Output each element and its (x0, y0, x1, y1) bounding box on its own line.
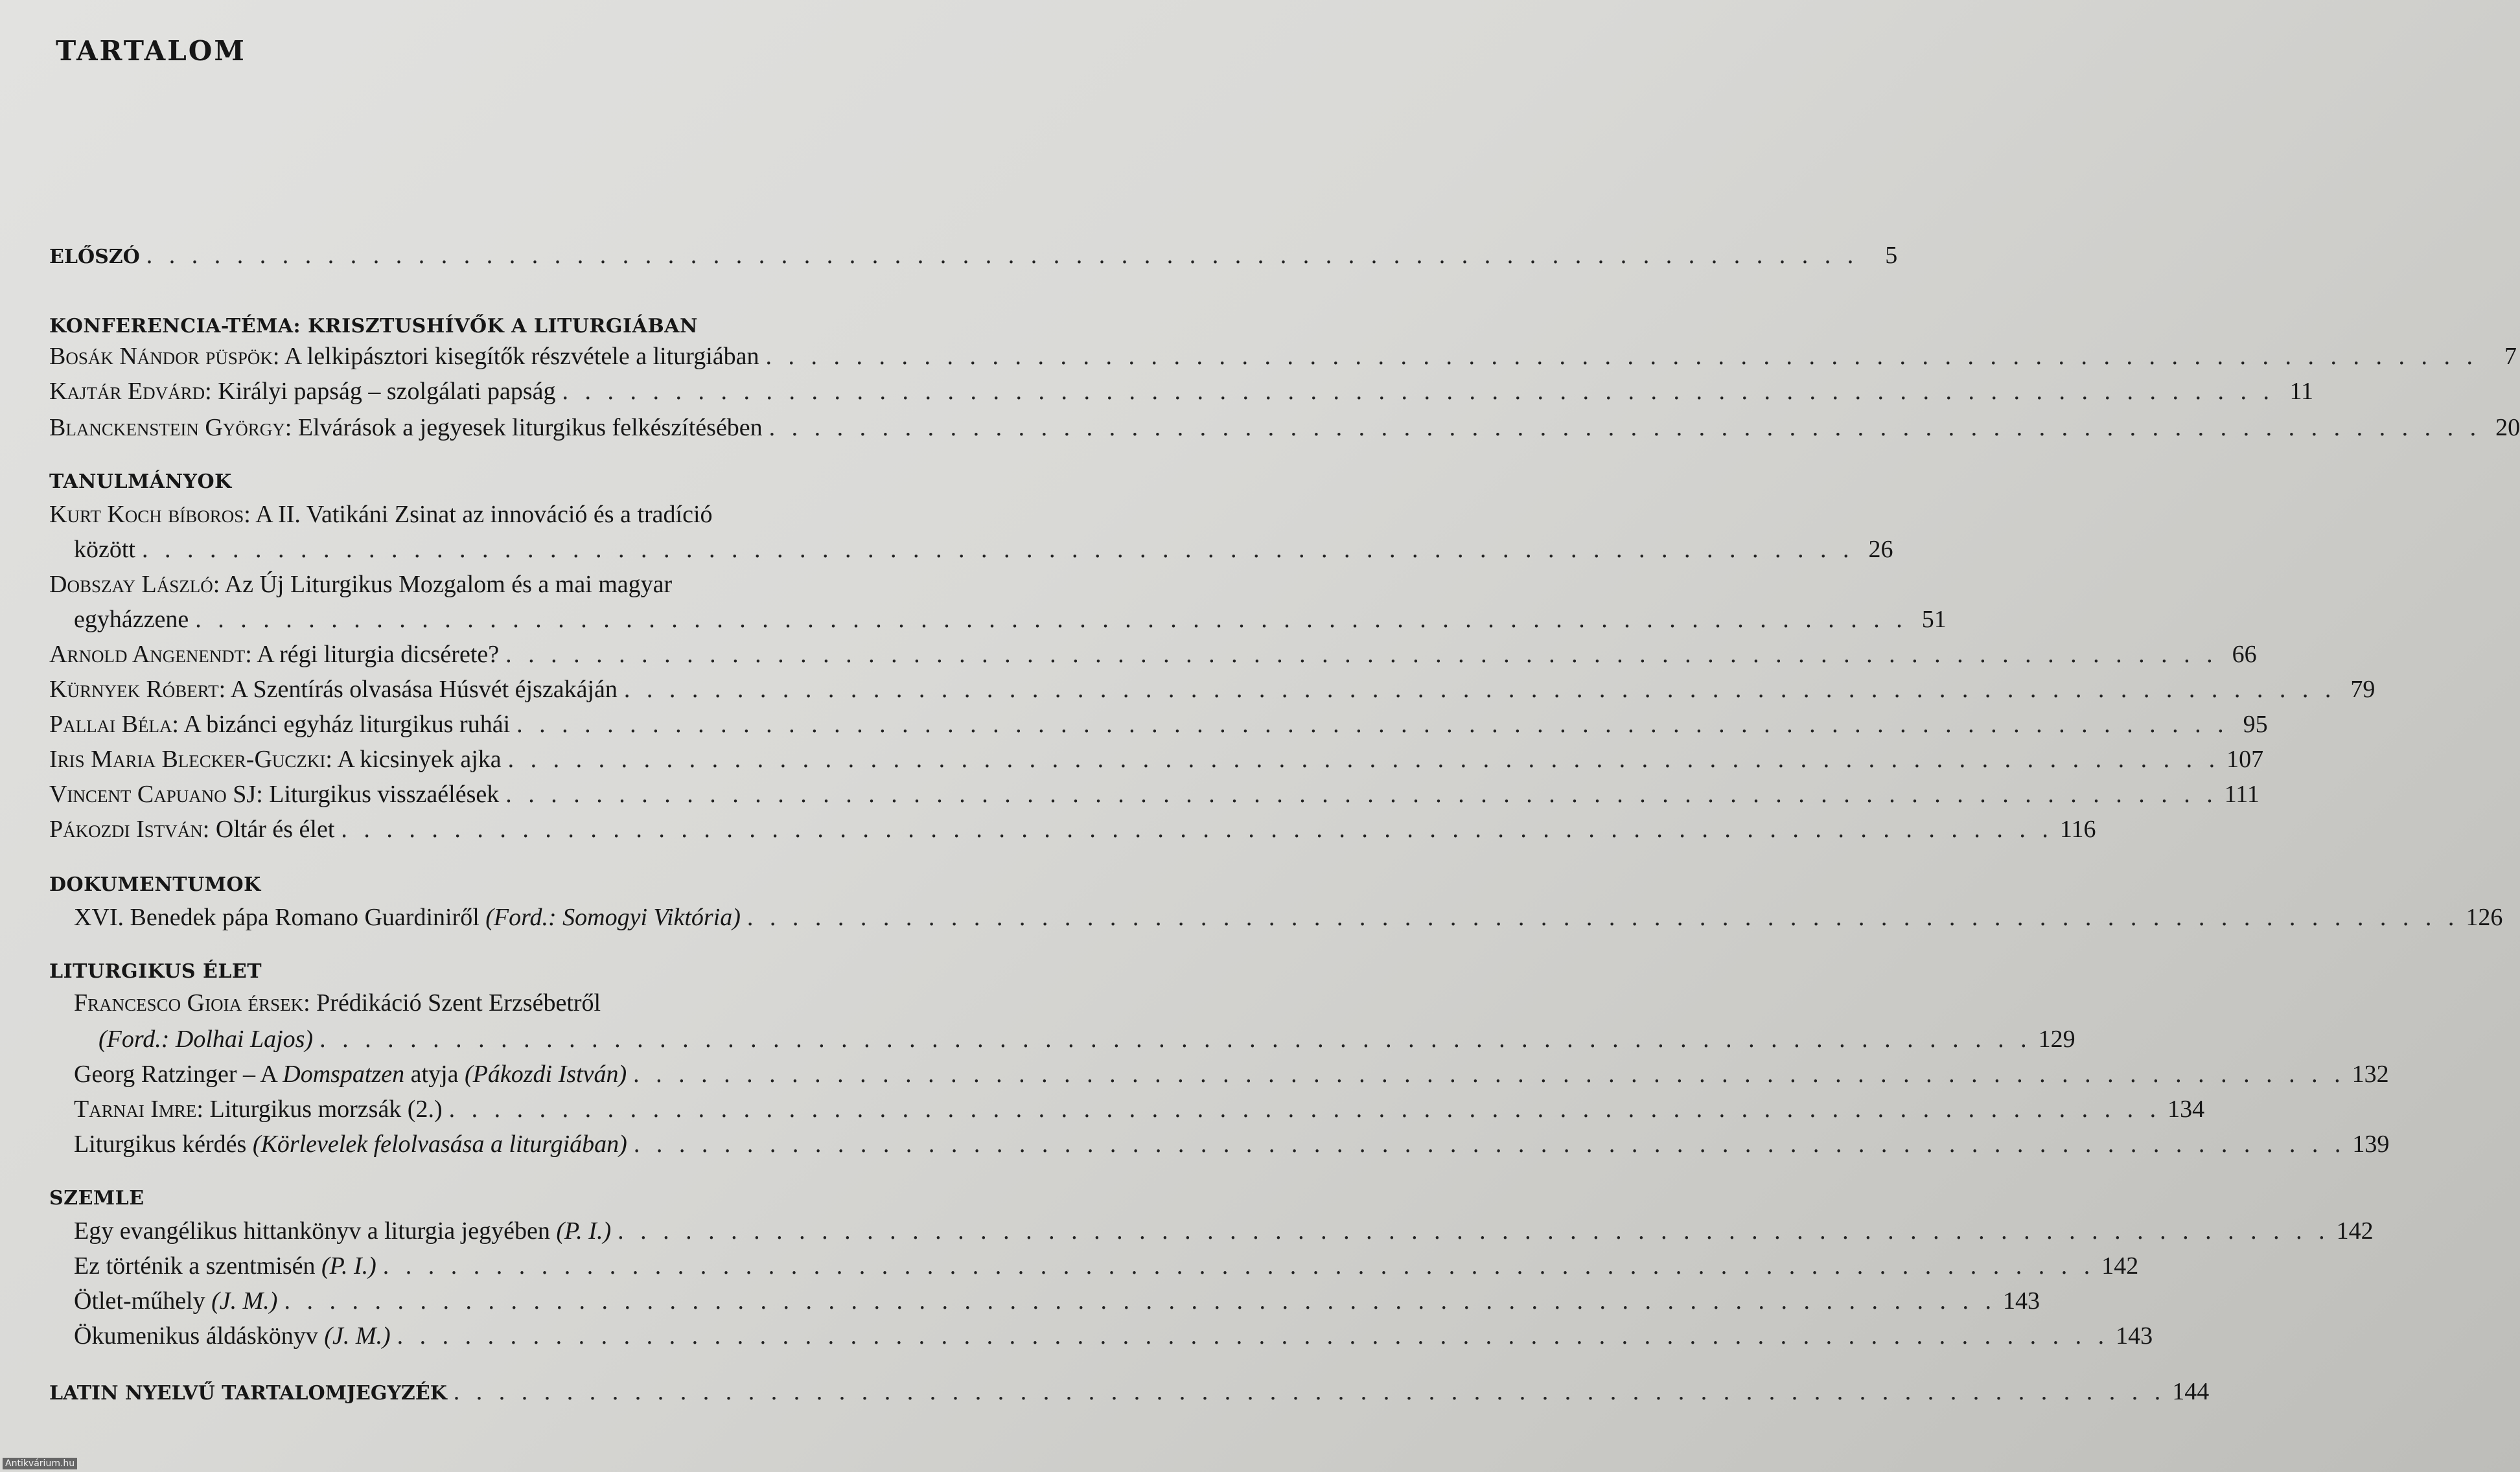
section-heading-konferencia: KONFERENCIA-TÉMA: KRISZTUSHÍVŐK A LITURGIÁBAN (49, 315, 698, 338)
entry-title: Egy evangélikus hittankönyv a liturgia jegyében (74, 1217, 557, 1245)
toc-entry (49, 745, 2264, 780)
entry-title: XVI. Benedek pápa Romano Guardiniről (74, 904, 486, 931)
entry-title: LATIN NYELVŰ TARTALOMJEGYZÉK (49, 1382, 447, 1405)
entry-title: A lelkipásztori kisegítők részvétele a liturgiában (279, 343, 759, 370)
toc-entry (74, 989, 959, 1024)
page-number: 134 (2167, 1096, 2205, 1123)
toc-entry (49, 815, 2096, 850)
entry-title: Ez történik a szentmisén (74, 1252, 321, 1280)
leader-dots: . . . . . . . . . . . . . . . . . . . . . . . . . . . . . . . . . . . . . . . . . . . . . . . . . . . . . . . . . . . . . . . . . . . . . . . . . . . . (623, 676, 2337, 703)
entry-title: Az Új Liturgikus Mozgalom és a mai magyar (220, 571, 673, 598)
page-title: TARTALOM (56, 35, 246, 67)
entry-title: Prédikáció Szent Erzsébetről (310, 989, 601, 1017)
page-number: 79 (2350, 676, 2376, 703)
leader-dots: . . . . . . . . . . . . . . . . . . . . . . . . . . . . . . . . . . . . . . . . . . . . . . . . . . . . . . . . . . . . . . . . . . . . . . . . . . . . (516, 711, 2229, 738)
entry-title-continuation: egyházzene (74, 606, 189, 633)
entry-title-italic: Domspatzen (283, 1061, 405, 1088)
entry-author: Pallai Béla: (49, 711, 179, 738)
entry-author: Bosák Nándor püspök: (49, 343, 280, 370)
section-heading-szemle: SZEMLE (49, 1187, 144, 1210)
leader-dots: . . . . . . . . . . . . . . . . . . . . . . . . . . . . . . . . . . . . . . . . . . . . . . . . . . . . . . . . . . . . . . . . . . . . . . . . . . . . (397, 1322, 2110, 1350)
entry-note: (Ford.: Somogyi Viktória) (485, 904, 741, 931)
page-number: 132 (2352, 1061, 2389, 1088)
toc-entry (49, 570, 959, 605)
toc-entry (74, 1217, 2374, 1252)
entry-note: (P. I.) (321, 1252, 376, 1280)
toc-entry (49, 640, 2257, 675)
toc-entry (49, 780, 2260, 815)
entry-title: A kicsinyek ajka (332, 746, 502, 773)
entry-title: Liturgikus kérdés (74, 1131, 253, 1158)
toc-entry-continuation (74, 605, 1947, 640)
toc-entry (49, 377, 2314, 412)
leader-dots: . . . . . . . . . . . . . . . . . . . . . . . . . . . . . . . . . . . . . . . . . . . . . . . . . . . . . . . . . . . . . . . . . . . . . . . . . . . . (765, 343, 2478, 370)
watermark: Antikvárium.hu (3, 1458, 77, 1469)
leader-dots: . . . . . . . . . . . . . . . . . . . . . . . . . . . . . . . . . . . . . . . . . . . . . . . . . . . . . . . . . . . . . . . . . . . . . . . . . . . . (319, 1026, 2032, 1053)
entry-note: (J. M.) (324, 1322, 391, 1350)
leader-dots: . . . . . . . . . . . . . . . . . . . . . . . . . . . . . . . . . . . . . . . . . . . . . . . . . . . . . . . . . . . . . . . . . . . . . . . . . . . . (195, 606, 1908, 633)
leader-dots: . . . . . . . . . . . . . . . . . . . . . . . . . . . . . . . . . . . . . . . . . . . . . . . . . . . . . . . . . . . . . . . . . . . . . . . . . . . . (769, 414, 2482, 441)
toc-entry (49, 500, 959, 535)
page-number: 144 (2172, 1378, 2210, 1405)
page-number: 142 (2101, 1252, 2139, 1280)
leader-dots: . . . . . . . . . . . . . . . . . . . . . . . . . . . . . . . . . . . . . . . . . . . . . . . . . . . . . . . . . . . . . . . . . . . . . . . . . . . . (633, 1131, 2346, 1158)
entry-title: Királyi papság – szolgálati papság (211, 378, 556, 405)
toc-entry (74, 903, 2503, 938)
entry-note: (Pákozdi István) (465, 1061, 627, 1088)
entry-author: Pákozdi István: (49, 816, 210, 843)
entry-author: Kajtár Edvárd: (49, 378, 212, 405)
entry-author: Dobszay László: (49, 571, 220, 598)
page-number: 95 (2243, 711, 2268, 738)
page-number: 66 (2232, 641, 2257, 668)
toc-entry (74, 1322, 2153, 1357)
entry-title: Ötlet-műhely (74, 1287, 212, 1315)
toc-entry-eloszo (49, 241, 1898, 276)
toc-entry-latin (49, 1377, 2210, 1412)
page-number: 107 (2226, 746, 2264, 773)
entry-title: A Szentírás olvasása Húsvét éjszakáján (225, 676, 618, 703)
entry-author: Iris Maria Blecker-Guczki: (49, 746, 332, 773)
entry-author: Francesco Gioia érsek: (74, 989, 310, 1017)
toc-entry-continuation (74, 535, 1893, 570)
page-number: 5 (1885, 242, 1898, 269)
entry-author: Vincent Capuano SJ: (49, 781, 263, 808)
entry-title: A bizánci egyház liturgikus ruhái (179, 711, 511, 738)
toc-entry (74, 1060, 2389, 1095)
toc-entry (49, 675, 2376, 710)
entry-title: Elvárások a jegyesek liturgikus felkészítésében (292, 414, 763, 441)
section-heading-tanulmanyok: TANULMÁNYOK (49, 470, 232, 493)
entry-author: Kürnyek Róbert: (49, 676, 226, 703)
leader-dots: . . . . . . . . . . . . . . . . . . . . . . . . . . . . . . . . . . . . . . . . . . . . . . . . . . . . . . . . . . . . . . . . . . . . . . . . . . . . (633, 1061, 2346, 1088)
page-number: 7 (2504, 343, 2517, 370)
entry-note: (Ford.: Dolhai Lajos) (98, 1026, 314, 1053)
page-number: 143 (2002, 1287, 2040, 1315)
leader-dots: . . . . . . . . . . . . . . . . . . . . . . . . . . . . . . . . . . . . . . . . . . . . . . . . . . . . . . . . . . . . . . . . . . . . . . . . . . . . (146, 242, 1859, 269)
page-number: 26 (1868, 536, 1893, 563)
toc-entry (74, 1287, 2040, 1322)
entry-author: Arnold Angenendt: (49, 641, 252, 668)
entry-note: (P. I.) (556, 1217, 612, 1245)
page-number: 111 (2224, 781, 2260, 808)
leader-dots: . . . . . . . . . . . . . . . . . . . . . . . . . . . . . . . . . . . . . . . . . . . . . . . . . . . . . . . . . . . . . . . . . . . . . . . . . . . . (382, 1252, 2096, 1280)
entry-title-part: Georg Ratzinger – A (74, 1061, 283, 1088)
toc-entry (74, 1130, 2390, 1165)
leader-dots: . . . . . . . . . . . . . . . . . . . . . . . . . . . . . . . . . . . . . . . . . . . . . . . . . . . . . . . . . . . . . . . . . . . . . . . . . . . . (341, 816, 2053, 843)
entry-title: Ökumenikus áldáskönyv (74, 1322, 325, 1350)
toc-entry-continuation (98, 1025, 2075, 1060)
page-number: 129 (2038, 1026, 2075, 1053)
entry-title: Oltár és élet (209, 816, 335, 843)
toc-entry (49, 413, 2520, 448)
page-number: 143 (2116, 1322, 2153, 1350)
toc-entry (74, 1095, 2205, 1130)
toc-entry (49, 342, 2517, 377)
leader-dots: . . . . . . . . . . . . . . . . . . . . . . . . . . . . . . . . . . . . . . . . . . . . . . . . . . . . . . . . . . . . . . . . . . . . . . . . . . . . (453, 1378, 2166, 1405)
entry-author: Kurt Koch bíboros: (49, 501, 251, 528)
leader-dots: . . . . . . . . . . . . . . . . . . . . . . . . . . . . . . . . . . . . . . . . . . . . . . . . . . . . . . . . . . . . . . . . . . . . . . . . . . . . (505, 781, 2218, 808)
entry-title-continuation: között (74, 536, 135, 563)
page-number: 139 (2352, 1131, 2390, 1158)
entry-author: Blanckenstein György: (49, 414, 292, 441)
page-number: 51 (1921, 606, 1947, 633)
leader-dots: . . . . . . . . . . . . . . . . . . . . . . . . . . . . . . . . . . . . . . . . . . . . . . . . . . . . . . . . . . . . . . . . . . . . . . . . . . . . (141, 536, 1855, 563)
entry-note: (Körlevelek felolvasása a liturgiában) (252, 1131, 627, 1158)
page-number: 11 (2289, 378, 2314, 405)
toc-entry (49, 710, 2268, 745)
entry-author: Tarnai Imre: (74, 1096, 203, 1123)
page-number: 142 (2336, 1217, 2374, 1245)
leader-dots: . . . . . . . . . . . . . . . . . . . . . . . . . . . . . . . . . . . . . . . . . . . . . . . . . . . . . . . . . . . . . . . . . . . . . . . . . . . . (448, 1096, 2162, 1123)
section-heading-dokumentumok: DOKUMENTUMOK (49, 873, 261, 896)
entry-title: Liturgikus morzsák (2.) (203, 1096, 443, 1123)
entry-title: A II. Vatikáni Zsinat az innováció és a tradíció (250, 501, 713, 528)
page-number: 20 (2495, 414, 2520, 441)
entry-title: ELŐSZÓ (49, 246, 140, 268)
leader-dots: . . . . . . . . . . . . . . . . . . . . . . . . . . . . . . . . . . . . . . . . . . . . . . . . . . . . . . . . . . . . . . . . . . . . . . . . . . . . (618, 1217, 2330, 1245)
entry-note: (J. M.) (211, 1287, 278, 1315)
leader-dots: . . . . . . . . . . . . . . . . . . . . . . . . . . . . . . . . . . . . . . . . . . . . . . . . . . . . . . . . . . . . . . . . . . . . . . . . . . . . (562, 378, 2275, 405)
section-heading-liturgikus-elet: LITURGIKUS ÉLET (49, 960, 262, 983)
toc-entry (74, 1252, 2139, 1287)
entry-title: A régi liturgia dicsérete? (251, 641, 500, 668)
entry-title: Liturgikus visszaélések (262, 781, 500, 808)
page-number: 126 (2466, 904, 2503, 931)
page-number: 116 (2059, 816, 2096, 843)
leader-dots: . . . . . . . . . . . . . . . . . . . . . . . . . . . . . . . . . . . . . . . . . . . . . . . . . . . . . . . . . . . . . . . . . . . . . . . . . . . . (746, 904, 2460, 931)
leader-dots: . . . . . . . . . . . . . . . . . . . . . . . . . . . . . . . . . . . . . . . . . . . . . . . . . . . . . . . . . . . . . . . . . . . . . . . . . . . . (284, 1287, 1996, 1315)
entry-title-part: atyja (404, 1061, 465, 1088)
leader-dots: . . . . . . . . . . . . . . . . . . . . . . . . . . . . . . . . . . . . . . . . . . . . . . . . . . . . . . . . . . . . . . . . . . . . . . . . . . . . (505, 641, 2218, 668)
leader-dots: . . . . . . . . . . . . . . . . . . . . . . . . . . . . . . . . . . . . . . . . . . . . . . . . . . . . . . . . . . . . . . . . . . . . . . . . . . . . (507, 746, 2221, 773)
